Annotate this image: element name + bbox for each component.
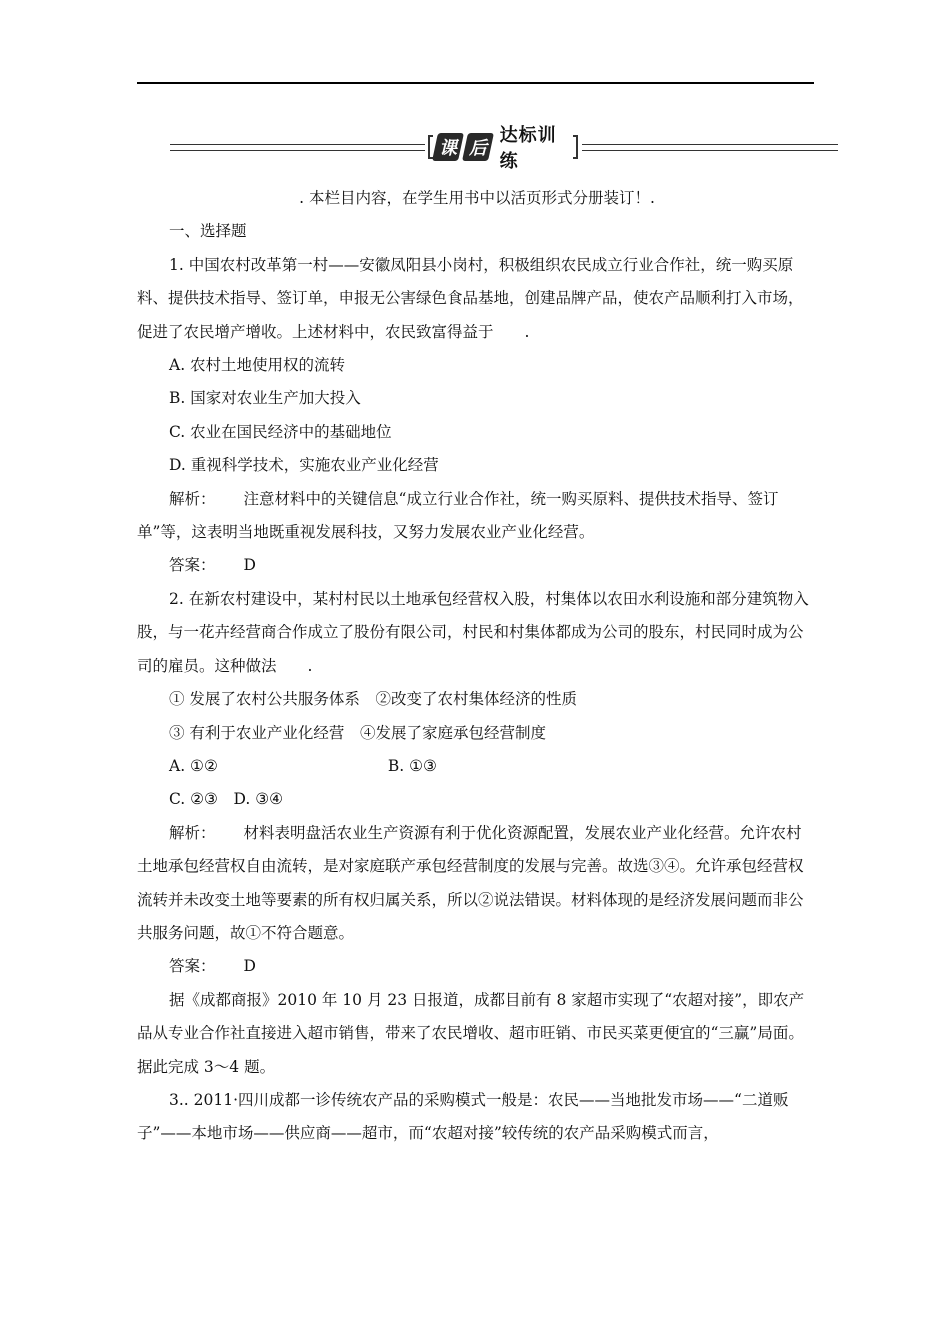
analysis-label: 解析： (169, 823, 216, 842)
q1-option-b: B. 国家对农业生产加大投入 (169, 389, 361, 408)
analysis-text: 材料表明盘活农业生产资源有利于优化资源配置，发展农业产业化经营。允许农村土地承包经营权自由流转，是对家庭联产承包经营制度的发展与完善。故选③④。允许承包经营权流转并未改变土地等要素的所有权归属关系，所以②说法错误。材料体现的是经济发展问题而非公共服务问题，故①不符合题意。 (137, 823, 804, 942)
banner-title: 达标训练 (499, 125, 557, 172)
reading-passage: 据《成都商报》2010 年 10 月 23 日报道，成都目前有 8 家超市实现了“农超对接”，即农产品从专业合作社直接进入超市销售，带来了农民增收、超市旺销、市民买菜更便宜的“三赢”局面。据此完成 3～4 题。 (137, 990, 805, 1076)
banner-line-left (170, 144, 425, 151)
q2-statements-2 (137, 717, 817, 750)
q2-analysis (137, 817, 817, 951)
analysis-text: 注意材料中的关键信息“成立行业合作社，统一购买原料、提供技术指导、签订单”等，这表明当地既重视发展科技，又努力发展农业产业化经营。 (137, 489, 779, 542)
q1-option-c: C. 农业在国民经济中的基础地位 (169, 422, 392, 441)
q2-stem: 2. 在新农村建设中，某村村民以土地承包经营权入股，村集体以农田水利设施和部分建筑物入股，与一花卉经营商合作成立了股份有限公司，村民和村集体都成为公司的股东，村民同时成为公司的雇员。这种做法 . (137, 589, 809, 675)
answer-value: D (243, 556, 256, 575)
q1-analysis (137, 483, 817, 550)
answer-value: D (243, 957, 256, 976)
badge-char-1: 课 (432, 133, 464, 161)
q2-options-cd (137, 783, 817, 816)
document-body (137, 182, 817, 1151)
banner-line-right (582, 144, 838, 151)
q2-options-ab (137, 750, 817, 783)
analysis-label: 解析： (169, 489, 216, 508)
binding-notice: . 本栏目内容，在学生用书中以活页形式分册装订！. (299, 189, 655, 207)
q2-option-a: A. ①② (169, 756, 218, 775)
statement-2: ②改变了农村集体经济的性质 (375, 690, 577, 709)
q2-option-c: C. ②③ (169, 790, 218, 809)
statement-1: ① 发展了农村公共服务体系 (169, 690, 360, 709)
q2-answer (137, 950, 817, 983)
statement-4: ④发展了家庭承包经营制度 (359, 723, 546, 742)
q2-option-d: D. ③④ (233, 790, 283, 809)
q1-answer (137, 549, 817, 582)
q3-stem: 3.. 2011·四川成都一诊传统农产品的采购模式一般是：农民——当地批发市场——“二道贩子”——本地市场——供应商——超市，而“农超对接”较传统的农产品采购模式而言， (137, 1090, 789, 1143)
statement-3: ③ 有利于农业产业化经营 (169, 723, 345, 742)
q2-option-b: B. ①③ (387, 756, 437, 775)
section-banner (170, 125, 838, 172)
q1-option-d: D. 重视科学技术，实施农业产业化经营 (169, 456, 439, 475)
q1-stem: 1. 中国农村改革第一村——安徽凤阳县小岗村，积极组织农民成立行业合作社，统一购买原料、提供技术指导、签订单，申报无公害绿色食品基地，创建品牌产品，使农产品顺利打入市场，促进了农民增产增收。上述材料中，农民致富得益于 . (137, 255, 804, 341)
section-title: 一、选择题 (169, 222, 247, 241)
answer-label: 答案： (169, 556, 216, 575)
banner-badge (428, 125, 578, 172)
header-rule (137, 82, 814, 84)
badge-char-2: 后 (462, 133, 494, 161)
answer-label: 答案： (169, 957, 216, 976)
q2-statements-1 (137, 683, 817, 716)
q1-option-a: A. 农村土地使用权的流转 (169, 356, 346, 375)
bracket-right-icon (573, 135, 578, 159)
